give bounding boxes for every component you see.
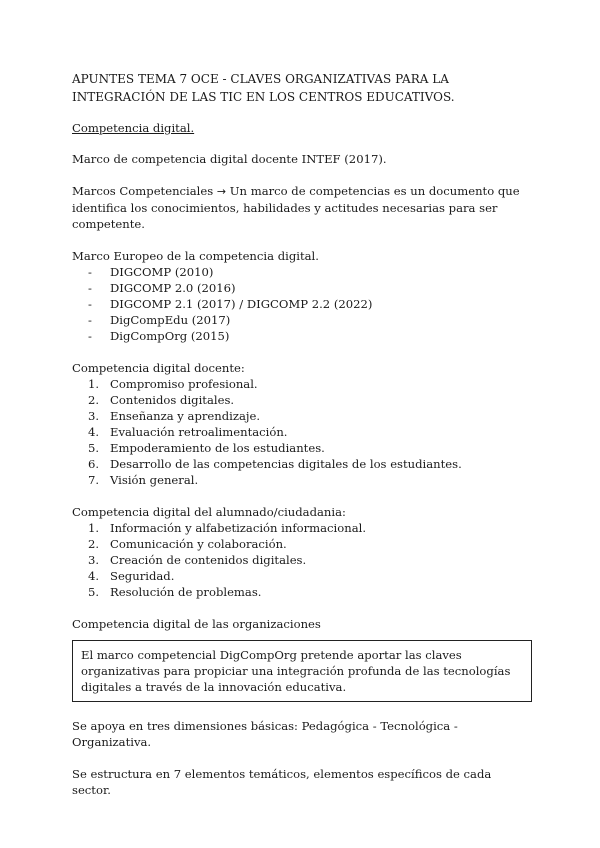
digcomporg-box: El marco competencial DigCompOrg pretende aportar las claves organizativas para propiciar una integración profunda de las tecnologías digitales a través de la innovación educativa. <box>72 640 532 702</box>
list-item: - DigCompEdu (2017) <box>72 312 532 328</box>
competencia-alumnado-label: Competencia digital del alumnado/ciudadania: <box>72 505 346 519</box>
competencia-organizaciones-label: Competencia digital de las organizaciones <box>72 617 321 631</box>
estructura-text: Se estructura en 7 elementos temáticos, elementos específicos de cada sector. <box>72 767 492 797</box>
list-item: Empoderamiento de los estudiantes. <box>110 441 325 455</box>
competencia-docente-label: Competencia digital docente: <box>72 361 245 375</box>
list-item: Visión general. <box>110 473 199 487</box>
arrow-right-icon: → <box>216 185 227 198</box>
list-item: Evaluación retroalimentación. <box>110 425 288 439</box>
list-item: Contenidos digitales. <box>110 393 235 407</box>
list-item: Seguridad. <box>110 569 175 583</box>
document-page <box>72 70 532 814</box>
marcos-competenciales-label: Marcos Competenciales <box>72 184 214 198</box>
section-heading: Competencia digital. <box>72 121 195 135</box>
marcos-competenciales-text: Un marco de competencias es un documento que identifica los conocimientos, habilidades y actitudes necesarias para ser competente. <box>72 184 520 231</box>
list-item: - DIGCOMP 2.1 (2017) / DIGCOMP 2.2 (2022) <box>72 296 532 312</box>
dimensiones-text: Se apoya en tres dimensiones básicas: Pedagógica - Tecnológica - Organizativa. <box>72 719 458 749</box>
competencia-alumnado-list <box>72 520 532 600</box>
marco-europeo-list <box>72 264 532 344</box>
list-item: Resolución de problemas. <box>110 585 262 599</box>
marcos-competenciales-paragraph <box>72 183 532 232</box>
list-item: Información y alfabetización informacional. <box>110 521 367 535</box>
list-item: Desarrollo de las competencias digitales de los estudiantes. <box>110 457 462 471</box>
list-item: - DigCompOrg (2015) <box>72 328 532 344</box>
document-title: APUNTES TEMA 7 OCE - CLAVES ORGANIZATIVAS PARA LA INTEGRACIÓN DE LAS TIC EN LOS CENTROS EDUCATIVOS. <box>72 72 455 104</box>
list-item: - DIGCOMP 2.0 (2016) <box>72 280 532 296</box>
competencia-docente-list <box>72 376 532 488</box>
list-item: - DIGCOMP (2010) <box>72 264 532 280</box>
list-item: Creación de contenidos digitales. <box>110 553 307 567</box>
list-item: Enseñanza y aprendizaje. <box>110 409 261 423</box>
marco-docente-text: Marco de competencia digital docente INTEF (2017). <box>72 152 387 166</box>
list-item: Comunicación y colaboración. <box>110 537 287 551</box>
marco-europeo-label: Marco Europeo de la competencia digital. <box>72 249 319 263</box>
list-item: Compromiso profesional. <box>110 377 258 391</box>
